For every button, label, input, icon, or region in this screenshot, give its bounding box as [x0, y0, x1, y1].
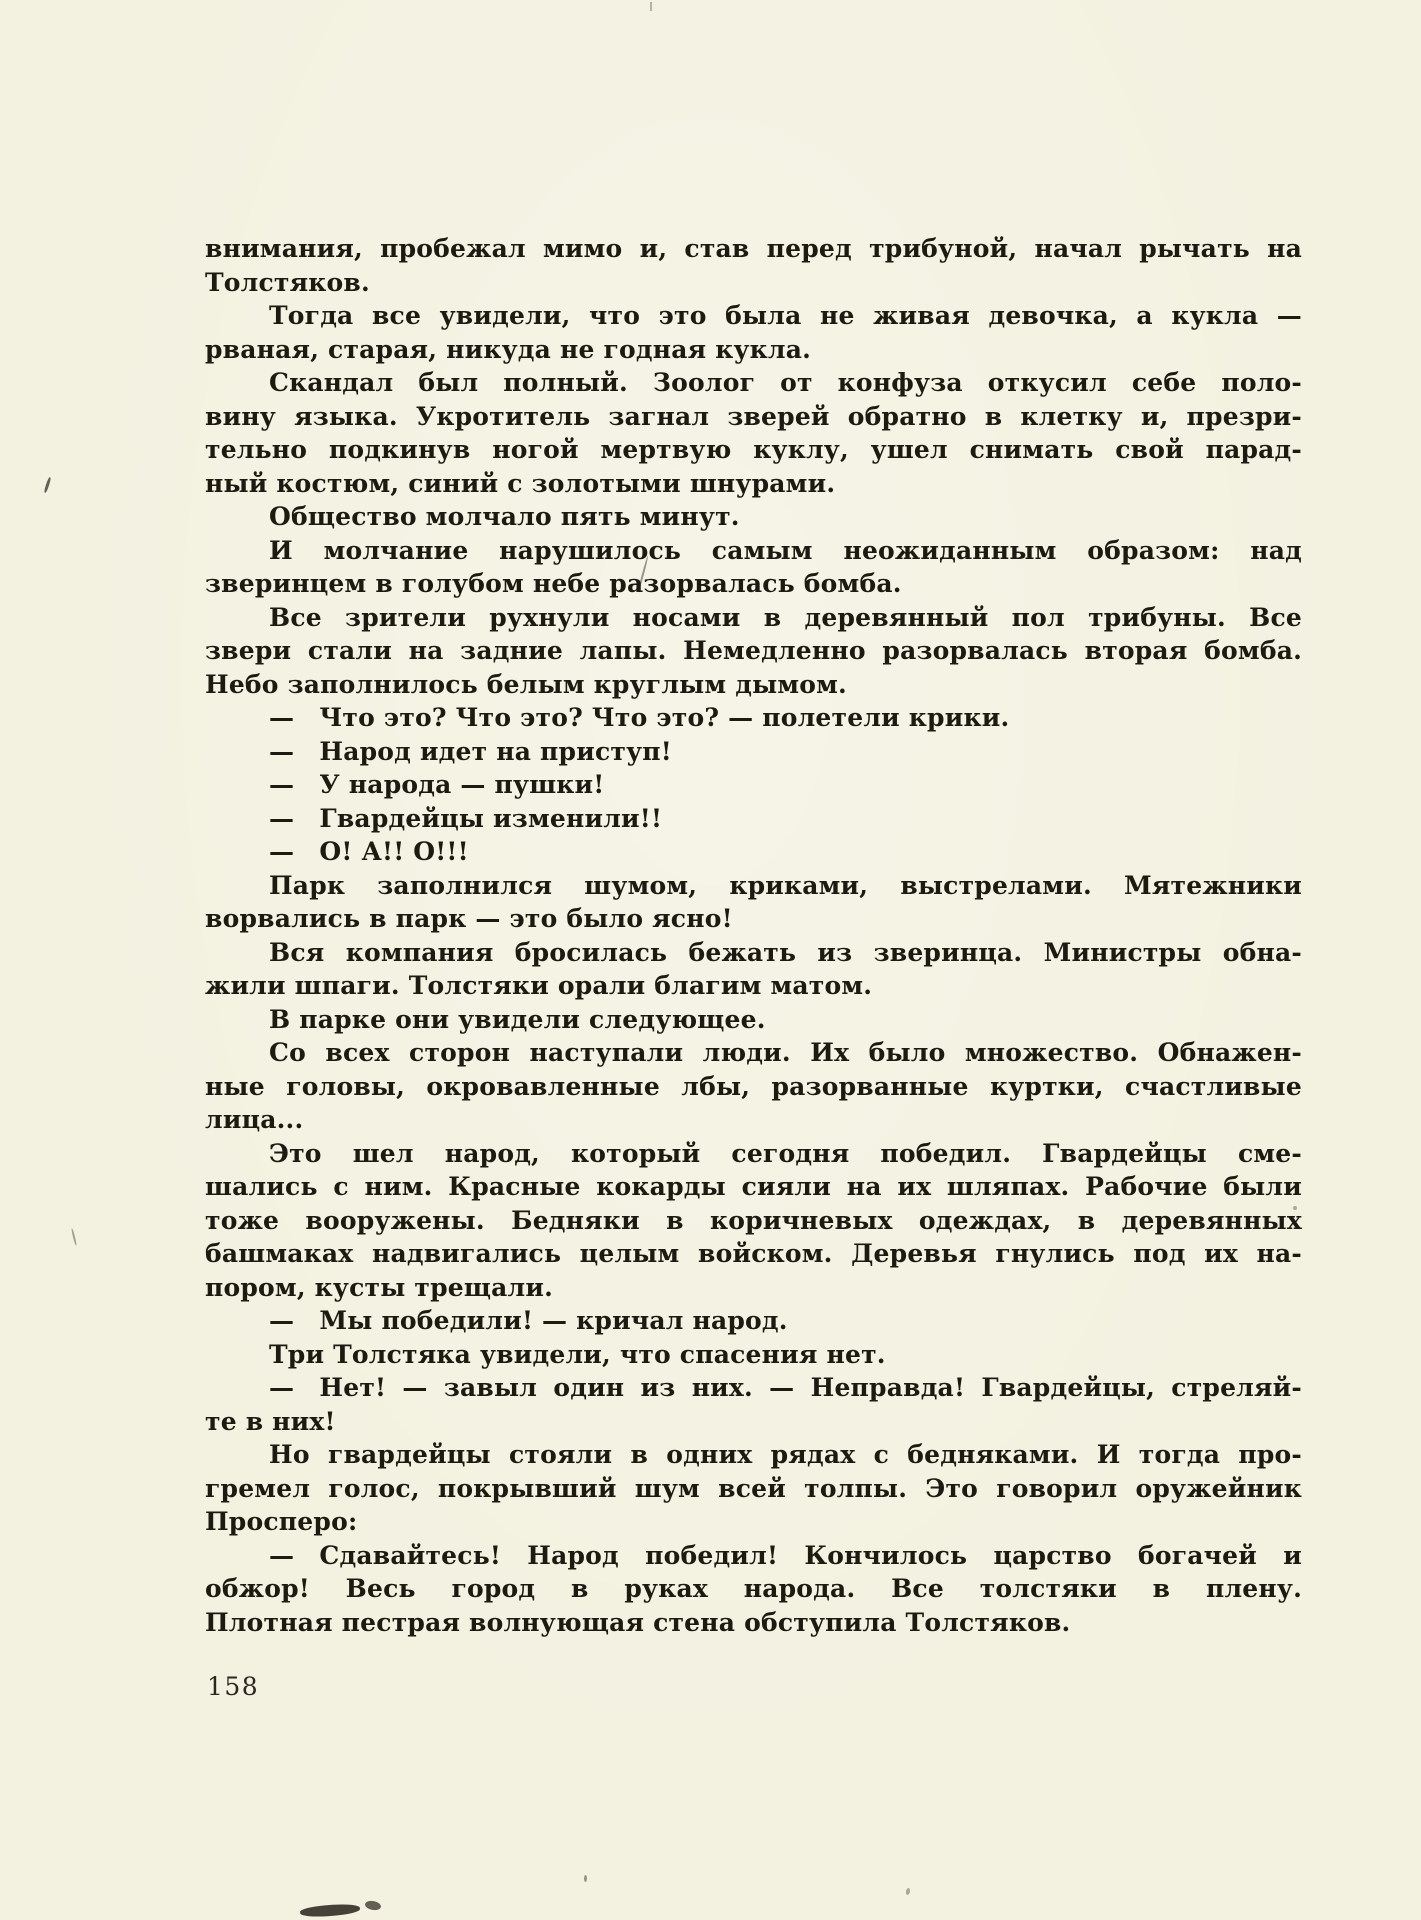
paragraph [205, 1137, 1302, 1305]
text-line: рваная, старая, никуда не годная кукла. [205, 334, 812, 364]
scan-artifact [71, 1228, 77, 1246]
scan-artifact [905, 1888, 910, 1896]
paragraph [205, 366, 1302, 500]
paragraph [205, 534, 1302, 601]
text-line: — Мы победили! — кричал народ. [269, 1306, 788, 1335]
paragraph [205, 1338, 1302, 1372]
text-line: Тогда все увидели, что это была не живая девочка, а кукла — [269, 301, 1302, 330]
text-line: — О! А!! О!!! [269, 837, 469, 866]
paragraph [205, 768, 1302, 802]
text-line: — Сдавайтесь! Народ победил! Кончилось царство богачей и [269, 1540, 1302, 1570]
paragraph [205, 802, 1302, 836]
text-line: Толстяков. [205, 267, 370, 297]
text-line: Со всех сторон наступали люди. Их было множество. Обнажен- [269, 1038, 1302, 1067]
scan-artifact [44, 477, 52, 493]
text-line: ный костюм, синий с золотыми шнурами. [205, 468, 836, 498]
paragraph [205, 601, 1302, 702]
text-line: ворвались в парк — это было ясно! [205, 904, 733, 933]
text-line: жили шпаги. Толстяки орали благим матом. [205, 971, 873, 1000]
text-line: зверинцем в голубом небе разорвалась бомба. [205, 569, 902, 598]
paragraph [205, 1003, 1302, 1037]
text-line: обжор! Весь город в руках народа. Все толстяки в плену. [205, 1574, 1302, 1603]
text-block [205, 232, 1302, 1639]
paragraph [205, 1371, 1302, 1438]
text-line: те в них! [205, 1406, 336, 1436]
paragraph [205, 735, 1302, 769]
text-line: лица... [205, 1105, 304, 1134]
text-line: В парке они увидели следующее. [269, 1004, 766, 1034]
text-line: И молчание нарушилось самым неожиданным образом: над [269, 535, 1302, 565]
page-number: 158 [207, 1672, 260, 1701]
text-line: Но гвардейцы стояли в одних рядах с бедняками. И тогда про- [269, 1440, 1302, 1469]
paragraph [205, 869, 1302, 936]
text-line: внимания, пробежал мимо и, став перед трибуной, начал рычать на [205, 234, 1302, 263]
scan-artifact [650, 2, 652, 11]
text-line: гремел голос, покрывший шум всей толпы. Это говорил оружейник [205, 1473, 1302, 1503]
text-line: башмаках надвигались целым войском. Деревья гнулись под их на- [205, 1239, 1302, 1268]
paragraph [205, 936, 1302, 1003]
text-line: — У народа — пушки! [269, 770, 605, 799]
paragraph [205, 500, 1302, 534]
paragraph [205, 232, 1302, 299]
text-line: Просперо: [205, 1507, 358, 1536]
text-line: звери стали на задние лапы. Немедленно разорвалась вторая бомба. [205, 636, 1302, 665]
paragraph [205, 701, 1302, 735]
text-line: — Что это? Что это? Что это? — полетели крики. [269, 703, 1010, 732]
text-line: Это шел народ, который сегодня победил. Гвардейцы сме- [269, 1138, 1302, 1168]
paragraph [205, 299, 1302, 366]
text-line: Три Толстяка увидели, что спасения нет. [269, 1339, 886, 1369]
text-line: Парк заполнился шумом, криками, выстрелами. Мятежники [269, 870, 1302, 900]
text-line: Общество молчало пять минут. [269, 502, 740, 531]
text-line: Плотная пестрая волнующая стена обступила Толстяков. [205, 1607, 1071, 1637]
scan-artifact [364, 1900, 381, 1912]
text-line: — Гвардейцы изменили!! [269, 803, 663, 833]
paragraph [205, 835, 1302, 869]
text-line: тельно подкинув ногой мертвую куклу, ушел снимать свой парад- [205, 435, 1302, 464]
paragraph [205, 1036, 1302, 1137]
text-line: — Нет! — завыл один из них. — Неправда! Гвардейцы, стреляй- [269, 1373, 1302, 1402]
text-line: — Народ идет на приступ! [269, 736, 672, 766]
paragraph [205, 1438, 1302, 1539]
text-line: Небо заполнилось белым круглым дымом. [205, 669, 847, 699]
scan-artifact [584, 1875, 587, 1882]
text-line: Вся компания бросилась бежать из зверинца. Министры обна- [269, 937, 1302, 967]
text-line: тоже вооружены. Бедняки в коричневых одеждах, в деревянных [205, 1205, 1302, 1235]
text-line: пором, кусты трещали. [205, 1272, 553, 1302]
text-line: шались с ним. Красные кокарды сияли на их шляпах. Рабочие были [205, 1172, 1302, 1201]
text-line: ные головы, окровавленные лбы, разорванные куртки, счастливые [205, 1071, 1302, 1101]
text-line: Все зрители рухнули носами в деревянный пол трибуны. Все [269, 602, 1302, 632]
paragraph [205, 1539, 1302, 1640]
paragraph [205, 1304, 1302, 1338]
text-line: Скандал был полный. Зоолог от конфуза откусил себе поло- [269, 368, 1302, 397]
scan-artifact [300, 1903, 361, 1918]
text-line: вину языка. Укротитель загнал зверей обратно в клетку и, презри- [205, 401, 1302, 431]
